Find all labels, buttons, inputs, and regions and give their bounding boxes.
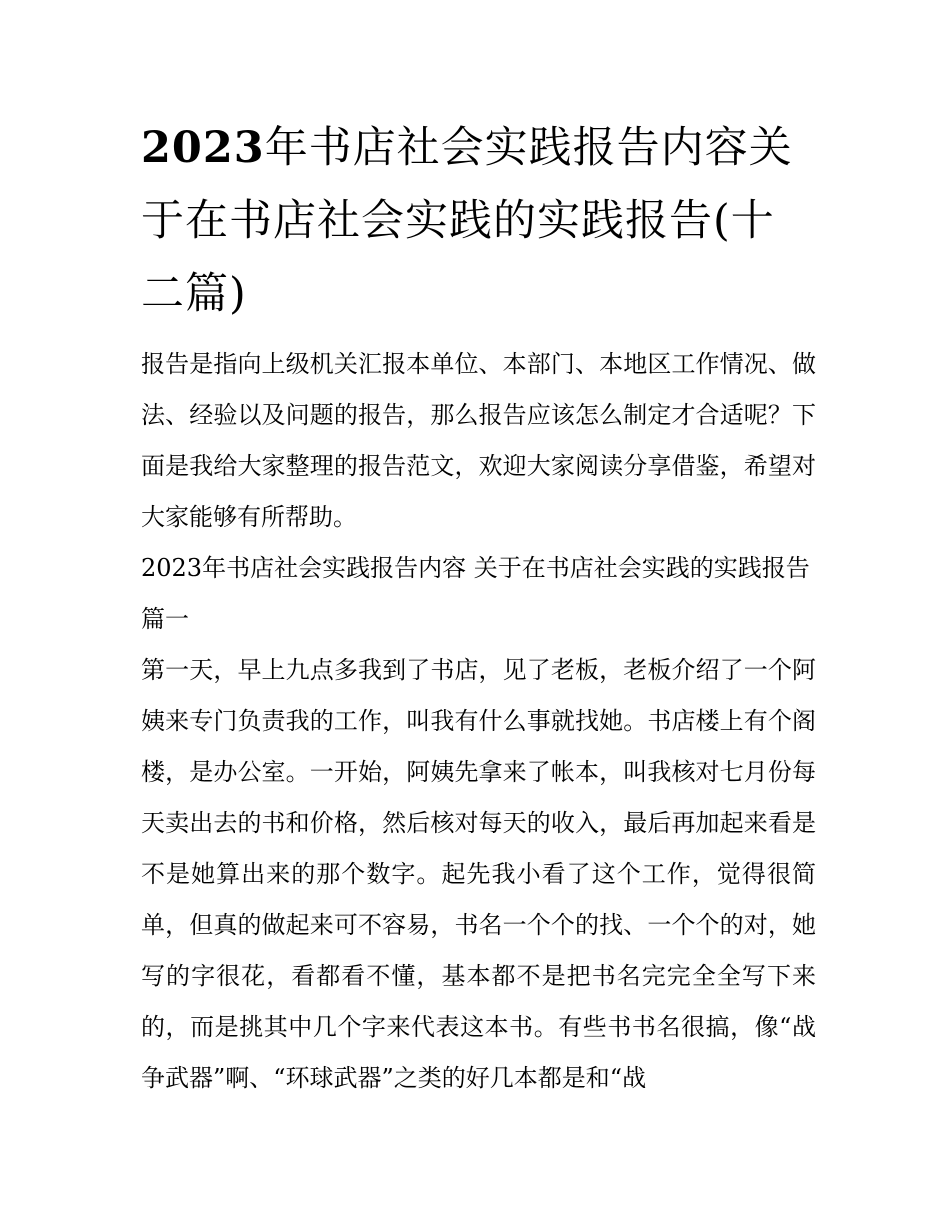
- document-page: [141, 112, 816, 1104]
- body-paragraph: 第一天，早上九点多我到了书店，见了老板，老板介绍了一个阿姨来专门负责我的工作，叫我有什么事就找她。书店楼上有个阁楼，是办公室。一开始，阿姨先拿来了帐本，叫我核对七月份每天卖出去的书和价格，然后核对每天的收入，最后再加起来看是不是她算出来的那个数字。起先我小看了这个工作，觉得很简单，但真的做起来可不容易，书名一个个的找、一个个的对，她写的字很花，看都看不懂，基本都不是把书名完完全全写下来的，而是挑其中几个字来代表这本书。有些书书名很搞，像“战争武器”啊、“环球武器”之类的好几本都是和“战: [141, 656, 816, 1092]
- title-year: 2023: [141, 123, 265, 173]
- section-heading: 2023年书店社会实践报告内容 关于在书店社会实践的实践报告篇一: [141, 554, 810, 633]
- title-text: 年书店社会实践报告内容关于在书店社会实践的实践报告(十二篇): [141, 123, 793, 319]
- document-title: [141, 112, 816, 331]
- intro-paragraph: 报告是指向上级机关汇报本单位、本部门、本地区工作情况、做法、经验以及问题的报告，那么报告应该怎么制定才合适呢？下面是我给大家整理的报告范文，欢迎大家阅读分享借鉴，希望对大家能够有所帮助。: [141, 350, 816, 531]
